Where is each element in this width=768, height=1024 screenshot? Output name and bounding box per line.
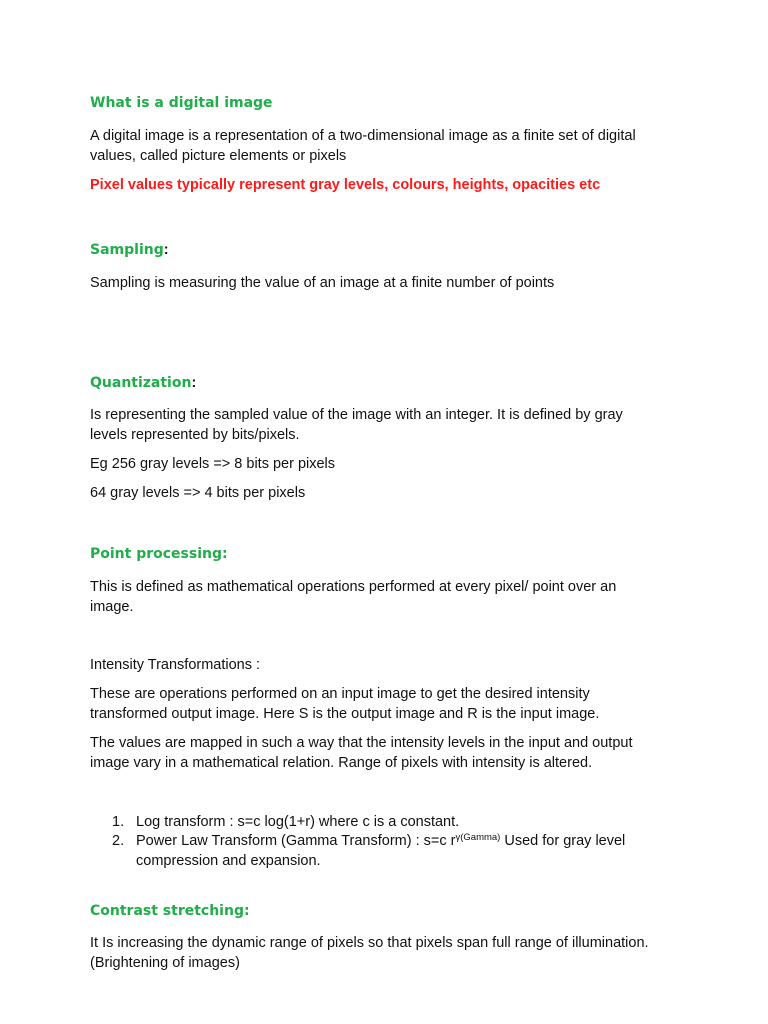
intensity-transformations-para-1: These are operations performed on an input image to get the desired intensity transformed output image. Here S is the output image and R is the input image. [90,686,600,722]
quantization-heading-line [90,374,690,394]
power-law-text-before: Power Law Transform (Gamma Transform) : s=c r [136,833,456,849]
sampling-colon: : [163,242,169,258]
list-item-text [136,832,651,871]
sampling-definition: Sampling is measuring the value of an image at a finite number of points [90,275,555,291]
point-processing-definition: This is defined as mathematical operations performed at every pixel/ point over an image. [90,579,617,615]
gamma-superscript: γ(Gamma) [455,832,501,843]
heading-digital-image: What is a digital image [90,95,273,111]
heading-quantization: Quantization [90,375,192,391]
quantization-example-2: 64 gray levels => 4 bits per pixels [90,485,306,501]
sampling-heading-line [90,241,690,261]
heading-point-processing: Point processing: [90,546,228,562]
quantization-colon: : [191,375,197,391]
intensity-transformations-subheading: Intensity Transformations : [90,657,261,673]
power-law-text-after: Used for gray level compression and expansion. [136,833,626,869]
heading-contrast-stretching: Contrast stretching: [90,903,250,919]
heading-sampling: Sampling [90,242,164,258]
list-item-power-law-transform [112,832,672,871]
digital-image-definition: A digital image is a representation of a two-dimensional image as a finite set of digital values, called picture elements or pixels [90,128,636,164]
list-number: 1. [112,814,125,830]
contrast-stretching-definition: It Is increasing the dynamic range of pixels so that pixels span full range of illumination. (Brightening of images) [90,935,649,971]
list-item-log-transform [112,813,672,833]
quantization-definition: Is representing the sampled value of the image with an integer. It is defined by gray levels represented by bits/pixels. [90,407,623,443]
list-item-text: Log transform : s=c log(1+r) where c is a constant. [136,814,460,830]
pixel-values-note: Pixel values typically represent gray levels, colours, heights, opacities etc [90,177,601,193]
list-number: 2. [112,833,125,849]
intensity-transformations-para-2: The values are mapped in such a way that the intensity levels in the input and output image vary in a mathematical relation. Range of pixels with intensity is altered. [90,735,633,771]
quantization-example-1: Eg 256 gray levels => 8 bits per pixels [90,456,336,472]
